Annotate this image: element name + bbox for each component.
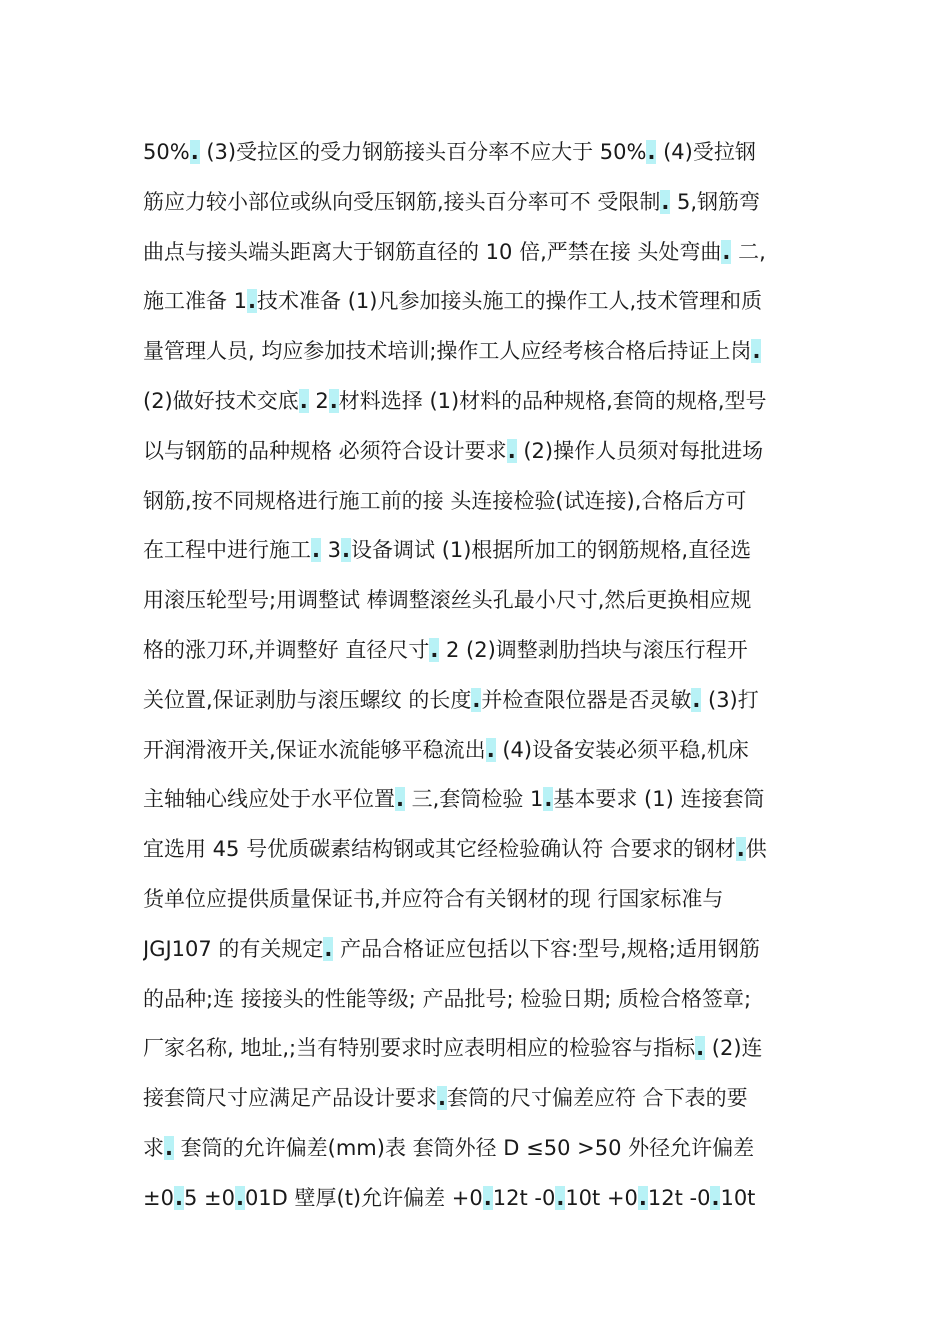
text-segment: 在工程中进行施工: [143, 538, 311, 563]
text-segment: 10t +0: [565, 1185, 638, 1210]
text-line: [143, 277, 813, 327]
text-line-content: [143, 726, 749, 776]
text-line-content: [143, 178, 760, 228]
text-line: [143, 1174, 813, 1224]
text-segment: 货单位应提供质量保证书,并应符合有关钢材的现 行国家标准与: [143, 886, 724, 911]
text-segment: 2: [308, 388, 329, 413]
text-line: [143, 875, 813, 925]
text-segment: 12t -0: [647, 1185, 711, 1210]
highlighted-period: .: [165, 1135, 173, 1160]
text-segment: 关位置,保证剥肋与滚压螺纹 的长度: [143, 687, 472, 712]
text-line: [143, 526, 813, 576]
highlighted-period: .: [438, 1086, 446, 1111]
text-segment: 套筒的尺寸偏差应符 合下表的要: [446, 1086, 748, 1111]
text-line-content: [143, 975, 751, 1025]
text-segment: 供: [745, 837, 767, 862]
text-line-content: [143, 925, 760, 975]
text-line: [143, 228, 813, 278]
text-segment: 设备调试 (1)根据所加工的钢筋规格,直径选: [351, 538, 752, 563]
text-segment: 施工准备 1: [143, 289, 248, 314]
text-line-content: [143, 1174, 755, 1224]
text-segment: 套筒的允许偏差(mm)表 套筒外径 D ≤50 >50 外径允许偏差: [173, 1135, 755, 1160]
highlighted-period: .: [472, 687, 481, 712]
text-segment: 量管理人员, 均应参加技术培训;操作工人应经考核合格后持证上岗: [143, 339, 752, 364]
highlighted-period: .: [342, 538, 351, 563]
text-segment: 钢筋,按不同规格进行施工前的接 头连接检验(试连接),合格后方可: [143, 488, 747, 513]
text-segment: JGJ107 的有关规定: [143, 936, 324, 961]
text-line-content: [143, 576, 751, 626]
text-segment: (3)受拉区的受力钢筋接头百分率不应大于 50%: [199, 140, 647, 164]
text-line: [143, 1024, 813, 1074]
text-segment: 的品种;连 接接头的性能等级; 产品批号; 检验日期; 质检合格签章;: [143, 986, 752, 1011]
highlighted-period: .: [638, 1185, 647, 1210]
highlighted-period: .: [696, 1036, 705, 1061]
text-segment: 接套筒尺寸应满足产品设计要求: [143, 1086, 437, 1111]
highlighted-period: .: [736, 837, 745, 862]
highlighted-period: .: [507, 438, 516, 463]
text-line-content: [143, 377, 767, 427]
text-line-content: [143, 477, 746, 527]
text-line-content: [143, 676, 759, 726]
highlighted-period: .: [483, 1185, 492, 1210]
text-segment: 基本要求 (1) 连接套筒: [553, 787, 765, 812]
text-segment: 求: [143, 1135, 164, 1160]
text-line: [143, 975, 813, 1025]
highlighted-period: .: [692, 687, 701, 712]
highlighted-period: .: [299, 388, 308, 413]
text-segment: 10t: [720, 1185, 756, 1210]
text-line: [143, 576, 813, 626]
text-segment: 5 ±0: [183, 1185, 235, 1210]
text-segment: 2 (2)调整剥肋挡块与滚压行程开: [439, 637, 748, 662]
text-segment: 二,: [731, 239, 766, 264]
text-line: [143, 128, 813, 178]
highlighted-period: .: [647, 140, 656, 164]
text-line-content: [143, 526, 751, 576]
text-line: [143, 427, 813, 477]
text-segment: 材料选择 (1)材料的品种规格,套筒的规格,型号: [338, 388, 767, 413]
highlighted-period: .: [235, 1185, 244, 1210]
text-segment: 50%: [143, 140, 190, 164]
text-line-content: [143, 825, 767, 875]
text-segment: 宜选用 45 号优质碳素结构钢或其它经检验确认符 合要求的钢材: [143, 837, 736, 862]
highlighted-period: .: [174, 1185, 183, 1210]
text-segment: 用滚压轮型号;用调整试 棒调整滚丝头孔最小尺寸,然后更换相应规: [143, 588, 752, 613]
text-segment: 12t -0: [492, 1185, 556, 1210]
highlighted-period: .: [722, 239, 731, 264]
text-segment: 厂家名称, 地址,;当有特别要求时应表明相应的检验容与指标: [143, 1036, 696, 1061]
highlighted-period: .: [486, 737, 495, 762]
text-segment: 技术准备 (1)凡参加接头施工的操作工人,技术管理和质: [257, 289, 763, 314]
text-segment: 产品合格证应包括以下容:型号,规格;适用钢筋: [333, 936, 760, 961]
highlighted-period: .: [312, 538, 320, 563]
text-line-content: [143, 1124, 754, 1174]
text-line-content: [143, 626, 748, 676]
text-segment: 01D 壁厚(t)允许偏差 +0: [244, 1185, 483, 1210]
text-segment: 以与钢筋的品种规格 必须符合设计要求: [143, 438, 507, 463]
text-line: [143, 925, 813, 975]
highlighted-period: .: [190, 140, 199, 164]
text-segment: 3: [320, 538, 342, 563]
highlighted-period: .: [324, 936, 333, 961]
text-line-content: [143, 228, 766, 278]
text-segment: (4)受拉钢: [656, 140, 756, 164]
text-line: [143, 327, 813, 377]
highlighted-period: .: [329, 388, 338, 413]
text-segment: 筋应力较小部位或纵向受压钢筋,接头百分率可不 受限制: [143, 189, 661, 214]
text-line-content: [143, 1074, 748, 1124]
text-line: [143, 1074, 813, 1124]
text-line: [143, 825, 813, 875]
text-segment: 三,套筒检验 1: [404, 787, 544, 812]
text-line-content: [143, 875, 723, 925]
text-line: [143, 676, 813, 726]
text-segment: (2)连: [705, 1036, 763, 1061]
document-body-text: [143, 128, 813, 1224]
text-line-content: [143, 277, 762, 327]
text-line: [143, 477, 813, 527]
highlighted-period: .: [752, 339, 761, 364]
highlighted-period: .: [556, 1185, 565, 1210]
text-line-content: [143, 327, 761, 377]
text-line: [143, 726, 813, 776]
text-line: [143, 178, 813, 228]
text-segment: 5,钢筋弯: [670, 189, 761, 214]
text-segment: 格的涨刀环,并调整好 直径尺寸: [143, 637, 430, 662]
text-segment: (2)做好技术交底: [143, 388, 299, 413]
text-line: [143, 775, 813, 825]
highlighted-period: .: [711, 1185, 720, 1210]
text-segment: 开润滑液开关,保证水流能够平稳流出: [143, 737, 486, 762]
text-line-content: [143, 1024, 763, 1074]
text-segment: ±0: [143, 1185, 174, 1210]
text-line: [143, 1124, 813, 1174]
text-segment: 并检查限位器是否灵敏: [481, 687, 692, 712]
text-segment: (2)操作人员须对每批进场: [516, 438, 764, 463]
highlighted-period: .: [661, 189, 670, 214]
text-line-content: [143, 775, 764, 825]
text-segment: 曲点与接头端头距离大于钢筋直径的 10 倍,严禁在接 头处弯曲: [143, 239, 722, 264]
highlighted-period: .: [544, 787, 553, 812]
highlighted-period: .: [248, 289, 257, 314]
highlighted-period: .: [430, 637, 439, 662]
text-segment: (4)设备安装必须平稳,机床: [495, 737, 749, 762]
text-segment: 主轴轴心线应处于水平位置: [143, 787, 395, 812]
text-line: [143, 377, 813, 427]
text-line: [143, 626, 813, 676]
text-line-content: [143, 128, 756, 178]
text-line-content: [143, 427, 763, 477]
text-segment: (3)打: [701, 687, 759, 712]
highlighted-period: .: [396, 787, 404, 812]
